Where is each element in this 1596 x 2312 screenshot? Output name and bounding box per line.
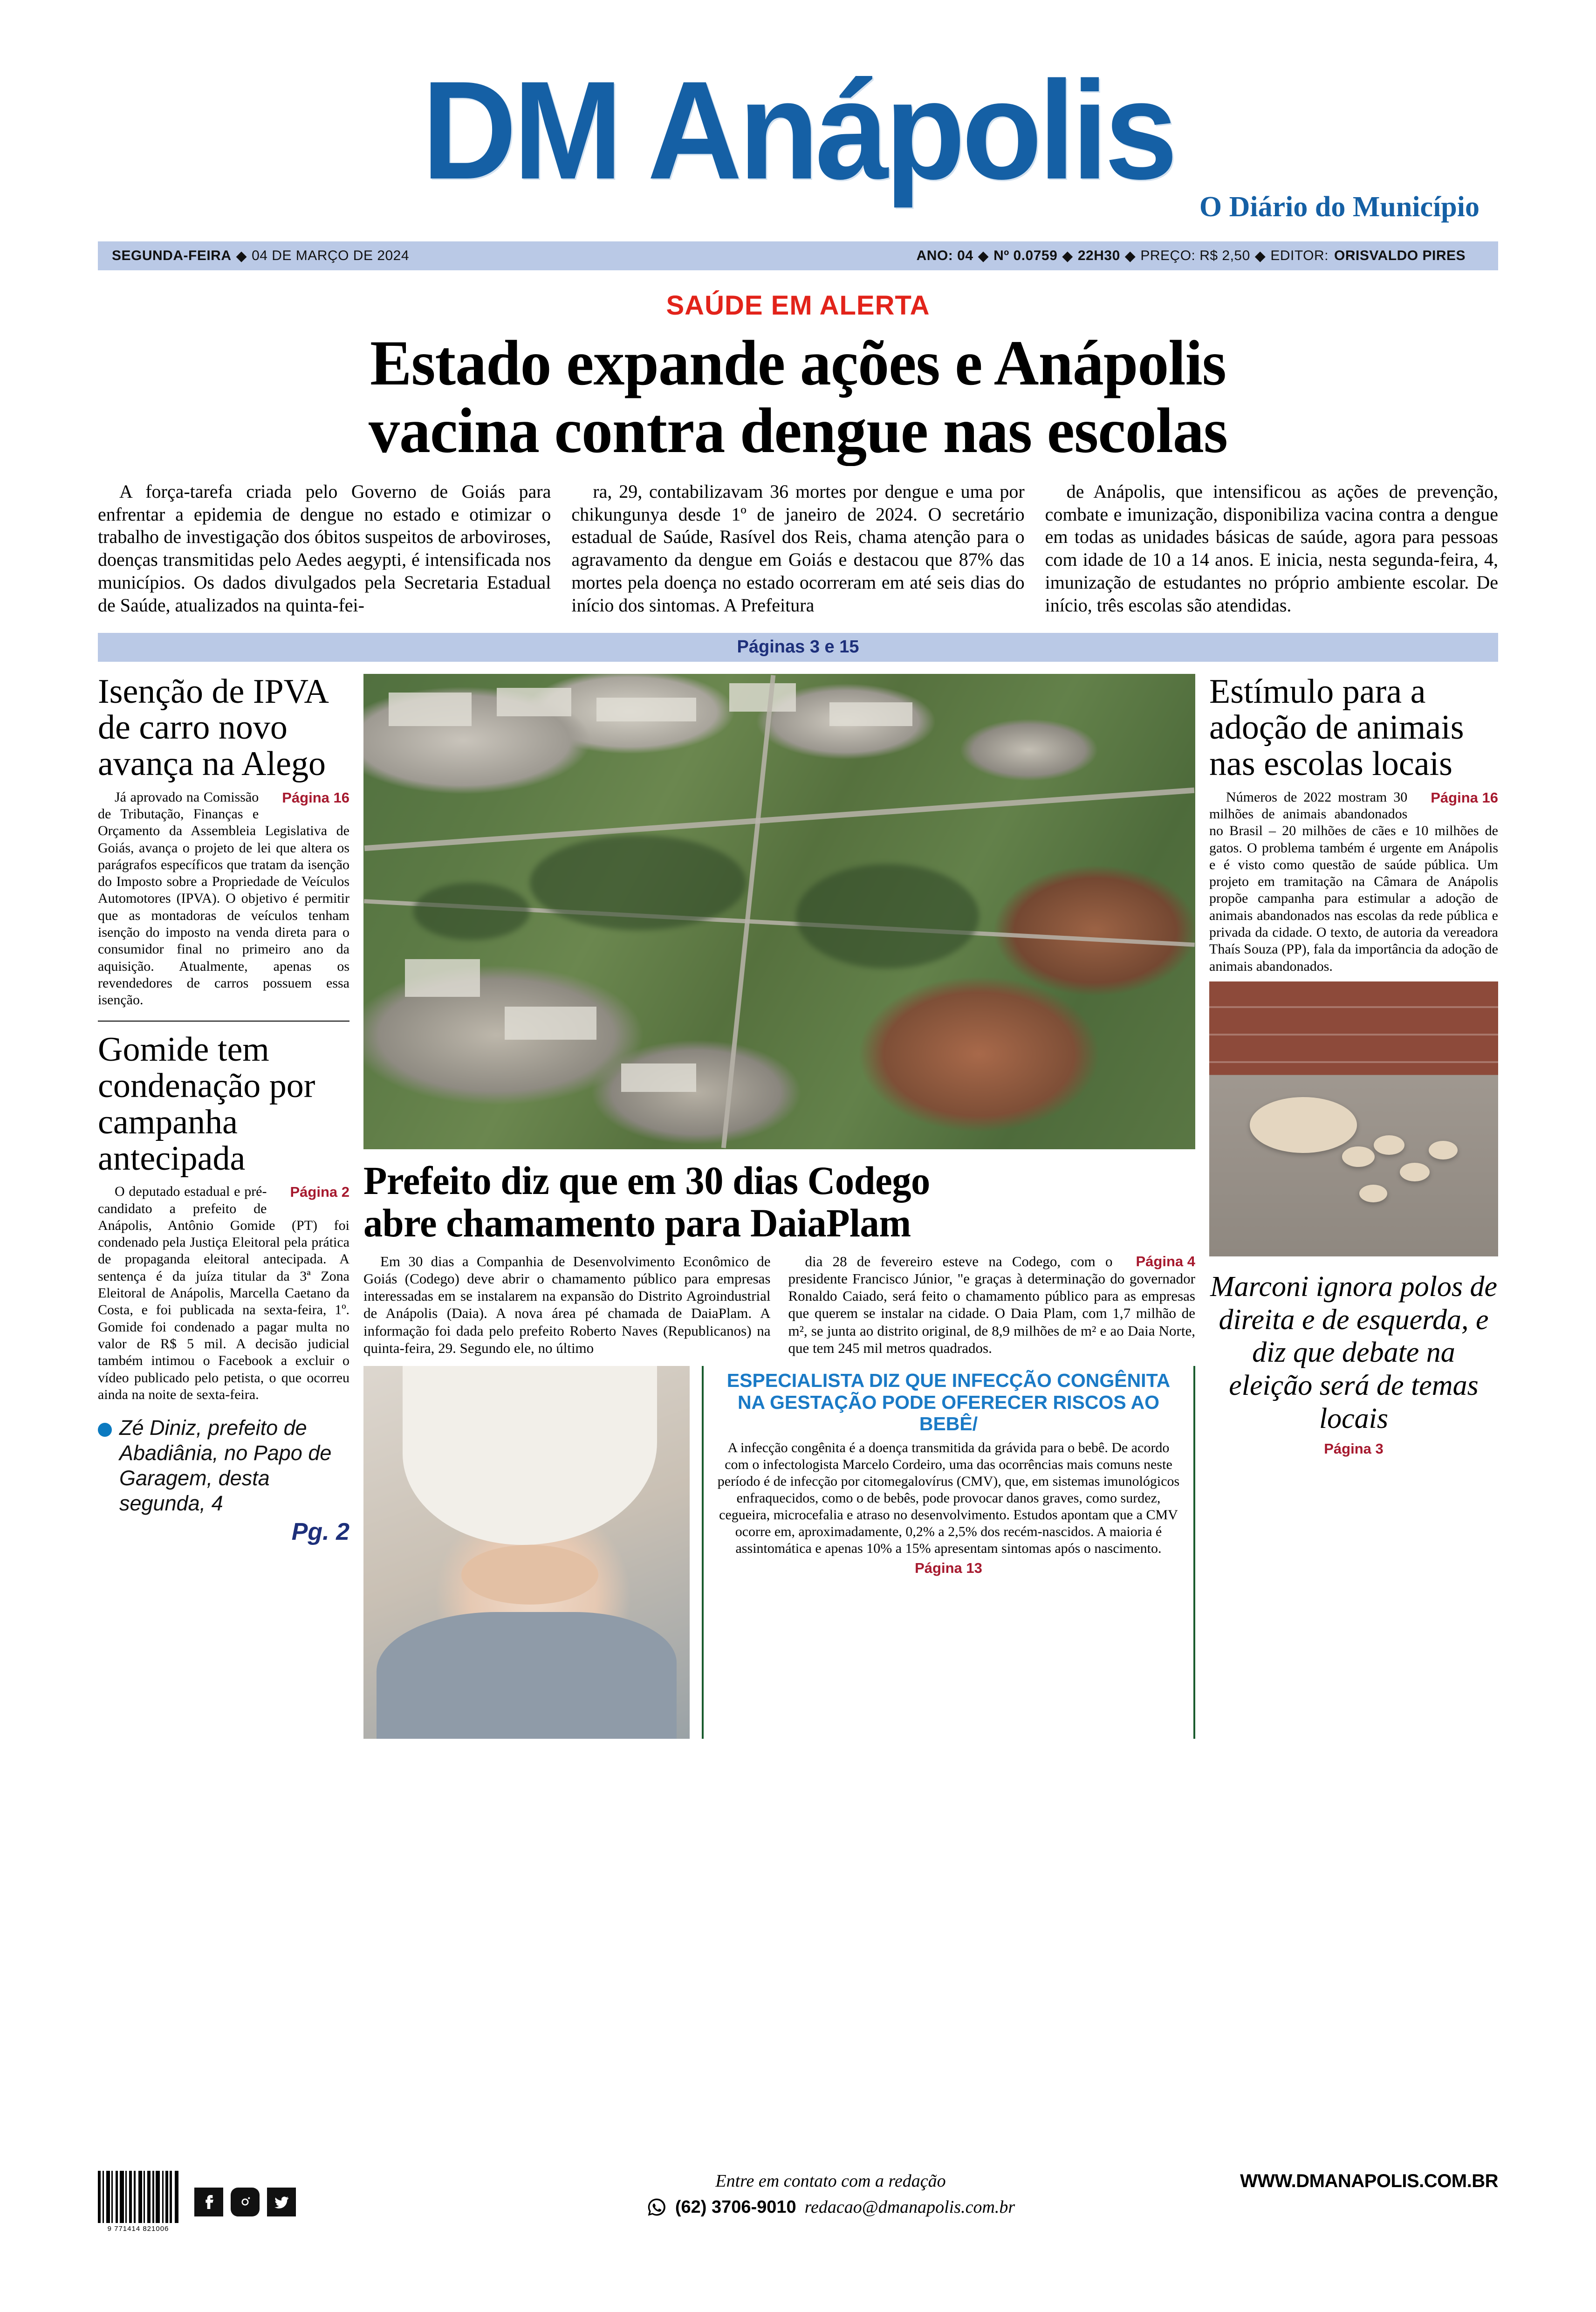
pregnancy-photo xyxy=(363,1366,690,1739)
diamond-icon: ◆ xyxy=(1254,248,1266,264)
codego-headline xyxy=(363,1159,1162,1244)
aerial-building xyxy=(829,702,913,726)
center-bottom-row xyxy=(363,1366,1195,1739)
contact-label: Entre em contato com a redação xyxy=(715,2171,946,2191)
brick-line xyxy=(1209,1061,1498,1063)
lead-headline xyxy=(119,329,1477,465)
issue-number: Nº 0.0759 xyxy=(993,248,1058,263)
codego-column-1: Em 30 dias a Companhia de Desenvolvimento Econômico de Goiás (Codego) deve abrir o chamamento público para empresas interessadas em se instalarem na expansão do Distrito Agroindustrial de Anápolis (Daia). A nova área pé chamada de DaiaPlam. A informação foi dada pelo prefeito Roberto Naves (Republicanos) na quinta-feira, 29. Segundo ele, no último xyxy=(363,1253,771,1356)
editor-label: EDITOR: xyxy=(1270,248,1329,263)
right-column xyxy=(1209,674,1498,1739)
article-cmv-box[interactable] xyxy=(702,1366,1195,1739)
facebook-icon[interactable] xyxy=(194,2188,223,2216)
aerial-building xyxy=(505,1007,596,1040)
brick-line xyxy=(1209,1034,1498,1036)
ipva-body xyxy=(98,789,349,1009)
barcode xyxy=(98,2171,178,2233)
center-column xyxy=(363,674,1195,1739)
ipva-page-ref[interactable]: Página 16 xyxy=(282,789,349,806)
whatsapp-icon xyxy=(646,2197,667,2217)
puppy xyxy=(1342,1146,1375,1167)
ipva-headline: Isenção de IPVA de carro novo avança na Alego xyxy=(98,672,327,783)
diamond-icon: ◆ xyxy=(978,248,989,264)
lead-headline-line1: Estado expande ações e Anápolis xyxy=(370,327,1226,398)
main-grid xyxy=(98,674,1498,1739)
diamond-icon: ◆ xyxy=(1124,248,1136,264)
lead-column-2: ra, 29, contabilizavam 36 mortes por dengue e uma por chikungunya desde 1º de janeiro de 2024. O secretário estadual de Saúde, Rasível dos Reis, chama atenção para o agravamento da dengue em Goiás e destacou que 87% das mortes pela doença no estado ocorreram em até seis dias do início dos sintomas. A Prefeitura xyxy=(571,480,1025,616)
lead-column-1: A força-tarefa criada pelo Governo de Goiás para enfrentar a epidemia de dengue no estado e otimizar o trabalho de investigação dos óbitos suspeitos de arboviroses, doenças transmitidas pelo Aedes aegypti, é intensificada nos municípios. Os dados divulgados pela Secretaria Estadual de Saúde, atualizados na quinta-fei- xyxy=(98,480,551,616)
lead-page-banner[interactable] xyxy=(98,633,1498,662)
lead-headline-line2: vacina contra dengue nas escolas xyxy=(368,394,1227,466)
codego-column-2 xyxy=(788,1253,1196,1357)
lead-body xyxy=(98,480,1498,617)
website-url[interactable]: WWW.DMANAPOLIS.COM.BR xyxy=(1240,2171,1498,2191)
lead-page-banner-label: Páginas 3 e 15 xyxy=(737,637,859,657)
issue-date: 04 DE MARÇO DE 2024 xyxy=(252,248,410,263)
contact-email[interactable]: redacao@dmanapolis.com.br xyxy=(804,2197,1015,2217)
animais-body-text: Números de 2022 mostram 30 milhões de animais abandonados no Brasil – 20 milhões de cães e 10 milhões de gatos. O problema também é urgente em Anápolis e é visto como questão de saúde pública. Um projeto em tramitação na Câmara de Anápolis propõe campanha para estimular a adoção de animais abandonados nas escolas da rede pública e privada da cidade. O texto, de autoria da vereadora Thaís Souza (PP), fala da importância da adoção de animais abandonados. xyxy=(1209,789,1498,974)
codego-column-2-text: dia 28 de fevereiro esteve na Codego, com o presidente Francisco Júnior, "e graças à determinação do governador Ronaldo Caiado, será feito o chamamento público para as empresas que querem se instalar na cidade. O Daia Plam, com 1,7 milhão de m², se junta ao distrito original, de 8,9 milhões de m² e ao Daia Norte, que tem 245 mil metros quadrados. xyxy=(788,1253,1195,1356)
aerial-building xyxy=(596,698,696,721)
brick-line xyxy=(1209,1006,1498,1008)
date-bar xyxy=(98,241,1498,270)
barcode-bars xyxy=(98,2171,178,2223)
codego-page-ref[interactable]: Página 4 xyxy=(1136,1253,1195,1269)
gomide-headline: Gomide tem condenação por campanha antecipada xyxy=(98,1030,315,1178)
teaser-text: Zé Diniz, prefeito de Abadiânia, no Papo de Garagem, desta segunda, 4 xyxy=(119,1416,332,1516)
instagram-icon[interactable] xyxy=(231,2188,260,2216)
article-ipva[interactable] xyxy=(98,674,349,1009)
edition-time: 22H30 xyxy=(1077,248,1120,263)
diamond-icon: ◆ xyxy=(236,248,247,264)
aerial-building xyxy=(497,688,572,716)
puppy xyxy=(1429,1141,1458,1159)
aerial-building xyxy=(729,683,796,712)
cmv-body: A infecção congênita é a doença transmitida da grávida para o bebê. De acordo com o infectologista Marcelo Cordeiro, uma das ocorrências mais comuns neste período é de infecção por citomegalovírus (CMV), que, em sistemas imunológicos enfraquecidos, como o de bebês, pode provocar danos graves, como surdez, cegueira, microcefalia e atraso no desenvolvimento. Estudos apontam que a CMV ocorre em, aproximadamente, 0,2% a 2,5% dos recém-nascidos. A maioria é assintomática e apenas 10% a 15% apresentam sintomas após o nascimento. xyxy=(717,1440,1180,1557)
codego-headline-line1: Prefeito diz que em 30 dias Codego xyxy=(363,1158,930,1203)
gomide-body xyxy=(98,1183,349,1403)
left-divider xyxy=(98,1021,349,1022)
weekday-label: SEGUNDA-FEIRA xyxy=(112,248,232,263)
dog-mother xyxy=(1250,1097,1357,1153)
ipva-body-text: Já aprovado na Comissão de Tributação, Finanças e Orçamento da Assembleia Legislativa de Goiás, avança o projeto de lei que altera os parágrafos específicos que tratam da isenção do Imposto sobre a Propriedade de Veículos Automotores (IPVA). O objetivo é permitir que as montadoras de veículos tenham isenção do imposto na venda direta para o consumidor final no primeiro ano da aquisição. Atualmente, apenas os revendedores de carros possuem essa isenção. xyxy=(98,789,349,1008)
article-marconi[interactable] xyxy=(1209,1270,1498,1457)
aerial-photo xyxy=(363,674,1195,1149)
editor-name: ORISVALDO PIRES xyxy=(1334,248,1466,263)
aerial-vegetation xyxy=(413,883,530,940)
teaser-page-ref[interactable]: Pg. 2 xyxy=(291,1518,349,1546)
date-bar-right xyxy=(917,248,1484,264)
aerial-vegetation xyxy=(796,864,979,968)
animais-headline: Estímulo para a adoção de animais nas escolas locais xyxy=(1209,672,1464,783)
masthead-title: DM Anápolis xyxy=(422,52,1174,208)
social-links xyxy=(194,2188,296,2216)
teaser-item[interactable] xyxy=(98,1415,349,1546)
twitter-icon[interactable] xyxy=(267,2188,296,2216)
codego-body xyxy=(363,1253,1195,1357)
animais-page-ref[interactable]: Página 16 xyxy=(1431,789,1498,806)
footer xyxy=(98,2171,1498,2233)
diamond-icon: ◆ xyxy=(1062,248,1073,264)
aerial-building xyxy=(621,1063,696,1092)
cmv-title: ESPECIALISTA DIZ QUE INFECÇÃO CONGÊNITA NA GESTAÇÃO PODE OFERECER RISCOS AO BEBÊ/ xyxy=(726,1370,1171,1435)
price-label: PREÇO: R$ 2,50 xyxy=(1140,248,1250,263)
footer-contact xyxy=(517,2171,1144,2217)
animais-body xyxy=(1209,789,1498,975)
gomide-page-ref[interactable]: Página 2 xyxy=(290,1184,349,1201)
aerial-building xyxy=(389,693,472,726)
article-gomide[interactable] xyxy=(98,1032,349,1403)
marconi-headline: Marconi ignora polos de direita e de esquerda, e diz que debate na eleição será de temas locais xyxy=(1210,1270,1497,1434)
contact-row xyxy=(517,2197,1144,2217)
footer-left xyxy=(98,2171,517,2233)
dogs-photo xyxy=(1209,981,1498,1256)
lead-column-3: de Anápolis, que intensificou as ações de prevenção, combate e imunização, disponibiliza vacina contra a dengue em todas as unidades básicas de saúde, agora para pessoas com idade de 10 a 14 anos. E inicia, nesta segunda-feira, 4, imunização de estudantes no próprio ambiente escolar. De início, três escolas são atendidas. xyxy=(1045,480,1498,616)
photo-jeans xyxy=(377,1612,677,1739)
year-label: ANO: 04 xyxy=(916,248,973,263)
gomide-body-text: O deputado estadual e pré-candidato a prefeito de Anápolis, Antônio Gomide (PT) foi condenado pela Justiça Eleitoral pela prática de propaganda eleitoral antecipada. A sentença é da juíza titular da 3ª Zona Eleitoral de Anápolis, Marcella Caetano da Costa, e foi publicada na sexta-feira, 1º. Gomide foi condenado a pagar multa no valor de R$ 5 mil. A decisão judicial também intimou o Facebook a excluir o vídeo publicado pelo petista, o que ocorreu ainda na noite de sexta-feira. xyxy=(98,1184,349,1402)
masthead xyxy=(98,0,1498,224)
cmv-page-ref[interactable]: Página 13 xyxy=(915,1560,982,1577)
masthead-subtitle: O Diário do Município xyxy=(1199,191,1480,223)
article-animais[interactable] xyxy=(1209,674,1498,975)
photo-hands xyxy=(461,1545,598,1605)
lead-kicker: SAÚDE EM ALERTA xyxy=(666,290,930,321)
left-column xyxy=(98,674,349,1739)
barcode-number: 9 771414 821006 xyxy=(107,2225,169,2233)
date-bar-left xyxy=(112,248,409,264)
contact-phone[interactable]: (62) 3706-9010 xyxy=(675,2197,796,2217)
codego-headline-line2: abre chamamento para DaiaPlam xyxy=(363,1200,911,1245)
marconi-page-ref[interactable]: Página 3 xyxy=(1324,1441,1384,1457)
aerial-vegetation xyxy=(530,835,746,930)
aerial-building xyxy=(405,959,480,997)
bullet-dot-icon xyxy=(98,1423,112,1437)
